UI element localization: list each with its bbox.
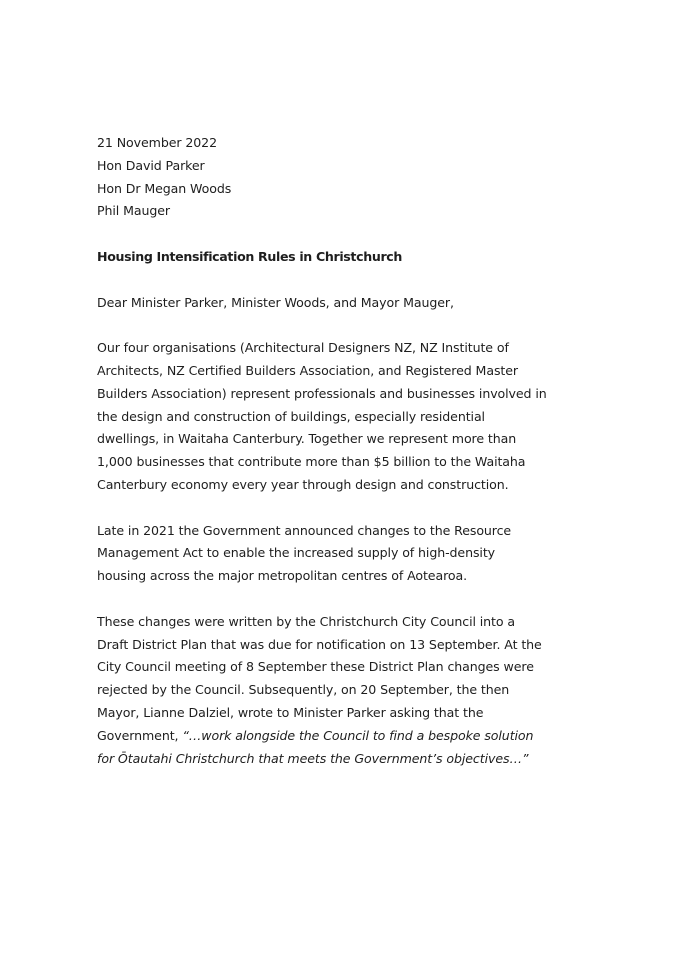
recipient-name: Hon David Parker (97, 157, 205, 173)
letter-date: 21 November 2022 (97, 135, 217, 150)
paragraph-text: These changes were written by the Christchurch City Council into a Draft District Plan that was due for notification on 13 September. At the City Council meeting of 8 September these District Plan changes were rejected by the Council. Subsequently, on 20 September, the then Mayor, Lianne Dalziel, wrote to Minister Parker asking that the Government, (97, 613, 542, 743)
letter-subject: Housing Intensification Rules in Christchurch (97, 248, 403, 264)
letter-salutation: Dear Minister Parker, Minister Woods, and Mayor Mauger, (97, 294, 454, 310)
letter-paragraph (97, 611, 547, 771)
letter-paragraph: Late in 2021 the Government announced changes to the Resource Management Act to enable the increased supply of high-density housing across the major metropolitan centres of Aotearoa. (97, 522, 512, 584)
letter-body (97, 132, 547, 793)
mayor-quote: “…work alongside the Council to find a bespoke solution for Ōtautahi Christchurch that meets the Government’s objectives…” (97, 727, 534, 766)
recipient-name: Hon Dr Megan Woods (97, 180, 232, 196)
recipient-list (97, 155, 547, 223)
letter-paragraph: Our four organisations (Architectural Designers NZ, NZ Institute of Architects, NZ Certified Builders Association, and Registered Master Builders Association) represent professionals and businesses involved in the design and construction of buildings, especially residential dwellings, in Waitaha Canterbury. Together we represent more than 1,000 businesses that contribute more than $5 billion to the Waitaha Canterbury economy every year through design and construction. (97, 340, 547, 492)
recipient-name: Phil Mauger (97, 203, 170, 219)
